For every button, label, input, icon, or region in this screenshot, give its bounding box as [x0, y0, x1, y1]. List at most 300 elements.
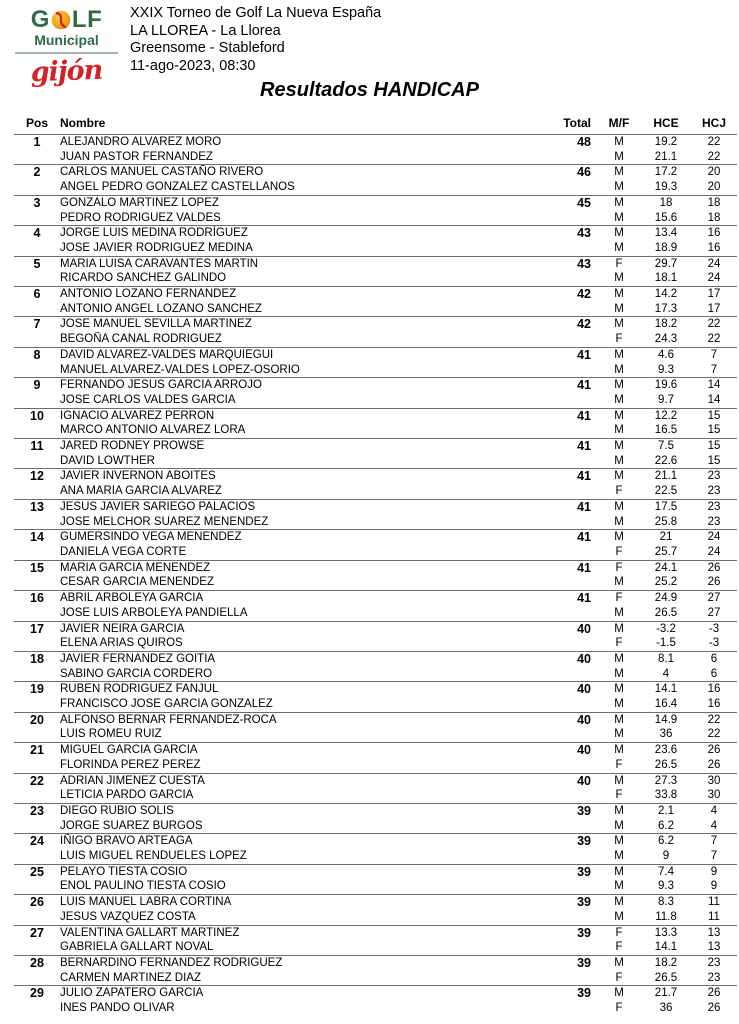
- position-cell: [14, 1001, 60, 1016]
- total-points-cell: [535, 211, 597, 226]
- player-row: [14, 986, 737, 1001]
- player-name: IGNACIO ALVAREZ PERRON: [60, 409, 215, 422]
- player-row: [14, 682, 737, 697]
- gender-cell: M: [597, 849, 641, 864]
- gender-cell: M: [614, 865, 624, 878]
- hcj-cell: 13: [691, 940, 737, 955]
- results-table: [14, 114, 737, 1016]
- result-group: [14, 165, 737, 195]
- total-points-cell: [535, 393, 597, 408]
- player-name: LUIS MIGUEL RENDUELES LOPEZ: [60, 849, 535, 864]
- player-name: BERNARDINO FERNANDEZ RODRIGUEZ: [60, 956, 283, 969]
- hce-cell: 9: [641, 849, 691, 864]
- position-cell: [14, 241, 60, 256]
- position-cell: [14, 545, 60, 560]
- hce-cell: 14.2: [654, 288, 678, 301]
- player-row: [14, 727, 737, 742]
- result-group: [14, 195, 737, 225]
- position-cell: 2: [33, 165, 41, 180]
- player-row: [14, 454, 737, 469]
- player-row: [14, 317, 737, 332]
- position-cell: 4: [33, 226, 41, 241]
- hce-cell: 33.8: [641, 788, 691, 803]
- total-points-cell: [535, 363, 597, 378]
- position-cell: 12: [30, 469, 44, 484]
- gender-cell: F: [597, 758, 641, 773]
- player-row: [14, 363, 737, 378]
- hce-cell: 24.9: [654, 592, 678, 605]
- player-row: [14, 834, 737, 849]
- position-cell: 13: [30, 499, 44, 514]
- player-row: [14, 971, 737, 986]
- hce-cell: 21.1: [641, 150, 691, 165]
- player-name: ENOL PAULINO TIESTA COSIO: [60, 879, 535, 894]
- hce-cell: 26.5: [641, 971, 691, 986]
- hcj-cell: 23: [691, 971, 737, 986]
- player-name: MARIA LUISA CARAVANTES MARTIN: [60, 257, 259, 270]
- player-name: MARCO ANTONIO ALVAREZ LORA: [60, 423, 535, 438]
- hcj-cell: 7: [710, 835, 718, 848]
- column-header-hce: HCE: [641, 114, 691, 135]
- total-points-cell: 41: [577, 439, 591, 454]
- hce-cell: -3.2: [656, 622, 676, 635]
- hce-cell: 6.2: [641, 819, 691, 834]
- player-row: [14, 271, 737, 286]
- player-row: [14, 545, 737, 560]
- player-row: [14, 1001, 737, 1016]
- result-group: [14, 955, 737, 985]
- player-name: VALENTINA GALLART MARTINEZ: [60, 926, 240, 939]
- player-row: [14, 712, 737, 727]
- player-name: JOSE MELCHOR SUAREZ MENENDEZ: [60, 515, 535, 530]
- hce-cell: 15.6: [641, 211, 691, 226]
- gender-cell: M: [614, 744, 624, 757]
- player-name: JOSE JAVIER RODRIGUEZ MEDINA: [60, 241, 535, 256]
- hce-cell: 36: [641, 727, 691, 742]
- position-cell: [14, 849, 60, 864]
- total-points-cell: 42: [577, 287, 591, 302]
- position-cell: 24: [30, 834, 44, 849]
- result-group: [14, 317, 737, 347]
- total-points-cell: [535, 606, 597, 621]
- player-row: [14, 180, 737, 195]
- player-row: [14, 636, 737, 651]
- position-cell: [14, 454, 60, 469]
- gender-cell: M: [614, 804, 624, 817]
- position-cell: [14, 697, 60, 712]
- gender-cell: M: [614, 409, 624, 422]
- total-points-cell: [535, 271, 597, 286]
- hce-cell: 7.5: [658, 440, 674, 453]
- hcj-cell: 27: [691, 606, 737, 621]
- total-points-cell: 40: [577, 621, 591, 636]
- result-group: [14, 287, 737, 317]
- gender-cell: M: [597, 393, 641, 408]
- player-row: [14, 591, 737, 606]
- player-name: MANUEL ALVAREZ-VALDES LOPEZ-OSORIO: [60, 363, 535, 378]
- total-points-cell: 40: [577, 651, 591, 666]
- player-name: RUBEN RODRIGUEZ FANJUL: [60, 683, 219, 696]
- total-points-cell: [535, 940, 597, 955]
- hcj-cell: 30: [691, 788, 737, 803]
- gender-cell: M: [614, 956, 624, 969]
- total-points-cell: 39: [577, 864, 591, 879]
- hcj-cell: 22: [691, 150, 737, 165]
- player-row: [14, 651, 737, 666]
- player-name: PELAYO TIESTA COSIO: [60, 865, 188, 878]
- result-group: [14, 378, 737, 408]
- column-header-pos: Pos: [14, 114, 60, 135]
- hcj-cell: 11: [691, 910, 737, 925]
- hce-cell: 18: [659, 196, 673, 209]
- result-group: [14, 803, 737, 833]
- position-cell: 9: [33, 378, 41, 393]
- player-name: SABINO GARCIA CORDERO: [60, 667, 535, 682]
- hce-cell: 18.1: [641, 271, 691, 286]
- hce-cell: 21: [659, 531, 673, 544]
- player-name: BEGOÑA CANAL RODRIGUEZ: [60, 332, 535, 347]
- player-name: JOSE CARLOS VALDES GARCIA: [60, 393, 535, 408]
- hce-cell: 6.2: [658, 835, 674, 848]
- player-row: [14, 241, 737, 256]
- hcj-cell: 15: [707, 440, 721, 453]
- hcj-cell: 7: [691, 363, 737, 378]
- table-header: [14, 114, 737, 135]
- hce-cell: 14.1: [654, 683, 678, 696]
- gender-cell: M: [597, 363, 641, 378]
- gender-cell: M: [614, 348, 624, 361]
- position-cell: [14, 575, 60, 590]
- position-cell: [14, 393, 60, 408]
- player-name: FLORINDA PEREZ PEREZ: [60, 758, 535, 773]
- event-format: Greensome - Stableford: [130, 40, 285, 56]
- player-name: JAVIER FERNANDEZ GOITIA: [60, 652, 216, 665]
- gender-cell: M: [597, 211, 641, 226]
- gender-cell: M: [597, 819, 641, 834]
- position-cell: 1: [33, 135, 41, 149]
- player-name: ABRIL ARBOLEYA GARCIA: [60, 592, 204, 605]
- player-name: JAVIER INVERNON ABOITES: [60, 470, 216, 483]
- player-name: JESUS JAVIER SARIEGO PALACIOS: [60, 500, 256, 513]
- position-cell: 8: [33, 347, 41, 362]
- hce-cell: 9.3: [641, 363, 691, 378]
- player-row: [14, 849, 737, 864]
- position-cell: [14, 363, 60, 378]
- hcj-cell: 26: [691, 758, 737, 773]
- gender-cell: M: [597, 515, 641, 530]
- gender-cell: M: [614, 166, 624, 179]
- result-group: [14, 560, 737, 590]
- total-points-cell: [535, 636, 597, 651]
- total-points-cell: 41: [577, 530, 591, 545]
- player-row: [14, 423, 737, 438]
- gender-cell: M: [597, 241, 641, 256]
- hce-cell: 24.3: [641, 332, 691, 347]
- result-group: [14, 469, 737, 499]
- hcj-cell: 26: [707, 987, 721, 1000]
- player-row: [14, 499, 737, 514]
- hcj-cell: 18: [707, 196, 721, 209]
- position-cell: [14, 180, 60, 195]
- player-row: [14, 135, 737, 150]
- column-header-nombre: Nombre: [60, 114, 535, 135]
- gender-cell: F: [597, 484, 641, 499]
- hcj-cell: 23: [691, 515, 737, 530]
- gender-cell: M: [597, 727, 641, 742]
- total-points-cell: [535, 849, 597, 864]
- gender-cell: M: [597, 575, 641, 590]
- hcj-cell: 7: [691, 849, 737, 864]
- hcj-cell: 20: [691, 180, 737, 195]
- hcj-cell: 20: [707, 166, 721, 179]
- hcj-cell: 14: [691, 393, 737, 408]
- player-row: [14, 575, 737, 590]
- hce-cell: 27.3: [654, 774, 678, 787]
- hce-cell: 21.7: [654, 987, 678, 1000]
- gender-cell: F: [597, 971, 641, 986]
- hcj-cell: 22: [707, 713, 721, 726]
- result-group: [14, 986, 737, 1016]
- total-points-cell: [535, 454, 597, 469]
- hce-cell: 13.3: [654, 926, 678, 939]
- hcj-cell: 24: [691, 545, 737, 560]
- hcj-cell: 14: [707, 379, 721, 392]
- total-points-cell: [535, 697, 597, 712]
- position-cell: 17: [30, 621, 44, 636]
- gender-cell: M: [597, 150, 641, 165]
- logo-city-text: gijón: [30, 54, 103, 89]
- gender-cell: M: [614, 136, 624, 148]
- hce-cell: 19.6: [654, 379, 678, 392]
- position-cell: 22: [30, 773, 44, 788]
- result-group: [14, 226, 737, 256]
- gender-cell: F: [615, 592, 623, 605]
- hcj-cell: 26: [707, 1002, 721, 1015]
- player-row: [14, 940, 737, 955]
- player-row: [14, 803, 737, 818]
- hce-cell: 11.8: [641, 910, 691, 925]
- gender-cell: M: [597, 271, 641, 286]
- result-group: [14, 591, 737, 621]
- player-row: [14, 758, 737, 773]
- hce-cell: 22.6: [641, 454, 691, 469]
- total-points-cell: 40: [577, 682, 591, 697]
- position-cell: 6: [33, 287, 41, 302]
- player-name: JARED RODNEY PROWSE: [60, 440, 205, 453]
- gender-cell: M: [597, 879, 641, 894]
- total-points-cell: [535, 150, 597, 165]
- total-points-cell: 41: [577, 499, 591, 514]
- gender-cell: F: [597, 332, 641, 347]
- gender-cell: M: [614, 652, 624, 665]
- player-row: [14, 879, 737, 894]
- hcj-cell: 26: [691, 575, 737, 590]
- player-name: DAVID ALVAREZ-VALDES MARQUIEGUI: [60, 348, 274, 361]
- player-name: MIGUEL GARCIA GARCIA: [60, 744, 198, 757]
- hcj-cell: 15: [707, 409, 721, 422]
- gender-cell: M: [614, 500, 624, 513]
- total-points-cell: 43: [577, 256, 591, 271]
- gender-cell: M: [614, 288, 624, 301]
- hcj-cell: 9: [710, 865, 718, 878]
- hce-cell: -1.5: [641, 636, 691, 651]
- total-points-cell: [535, 788, 597, 803]
- event-info: [130, 5, 381, 75]
- hce-cell: 19.3: [641, 180, 691, 195]
- hce-cell: 16.4: [641, 697, 691, 712]
- player-row: [14, 226, 737, 241]
- total-points-cell: [535, 423, 597, 438]
- player-name: JORGE LUIS MEDINA RODRÍGUEZ: [60, 227, 248, 240]
- total-points-cell: 39: [577, 955, 591, 970]
- total-points-cell: 41: [577, 378, 591, 393]
- hcj-cell: 23: [691, 484, 737, 499]
- hce-cell: 4: [641, 667, 691, 682]
- hcj-cell: 24: [707, 531, 721, 544]
- result-group: [14, 651, 737, 681]
- hce-cell: 18.9: [641, 241, 691, 256]
- position-cell: [14, 971, 60, 986]
- hce-cell: 25.2: [641, 575, 691, 590]
- total-points-cell: [535, 910, 597, 925]
- hce-cell: 29.7: [654, 257, 678, 270]
- player-row: [14, 606, 737, 621]
- player-name: JESUS VAZQUEZ COSTA: [60, 910, 535, 925]
- player-name: LETICIA PARDO GARCIA: [60, 788, 535, 803]
- player-row: [14, 408, 737, 423]
- result-group: [14, 712, 737, 742]
- gender-cell: M: [614, 835, 624, 848]
- position-cell: 7: [33, 317, 41, 332]
- player-row: [14, 150, 737, 165]
- total-points-cell: [535, 971, 597, 986]
- player-name: ANTONIO LOZANO FERNANDEZ: [60, 288, 237, 301]
- player-row: [14, 165, 737, 180]
- hcj-cell: 7: [710, 348, 718, 361]
- logo-municipal-text: Municipal: [15, 32, 118, 54]
- total-points-cell: [535, 515, 597, 530]
- gender-cell: M: [614, 227, 624, 240]
- gender-cell: M: [614, 713, 624, 726]
- gender-cell: F: [597, 940, 641, 955]
- position-cell: [14, 636, 60, 651]
- player-row: [14, 393, 737, 408]
- hcj-cell: 16: [691, 697, 737, 712]
- hcj-cell: 4: [691, 819, 737, 834]
- player-name: JOSE MANUEL SEVILLA MARTINEZ: [60, 318, 252, 331]
- total-points-cell: 40: [577, 712, 591, 727]
- position-cell: [14, 606, 60, 621]
- player-name: RICARDO SANCHEZ GALINDO: [60, 271, 535, 286]
- player-name: JULIO ZAPATERO GARCIA: [60, 987, 204, 1000]
- position-cell: 29: [30, 986, 44, 1001]
- total-points-cell: 42: [577, 317, 591, 332]
- gender-cell: M: [614, 896, 624, 909]
- player-name: INES PANDO OLIVAR: [60, 1002, 175, 1015]
- result-group: [14, 834, 737, 864]
- hce-cell: 8.1: [658, 652, 674, 665]
- hce-cell: 18.2: [654, 956, 678, 969]
- hce-cell: 18.2: [654, 318, 678, 331]
- player-row: [14, 515, 737, 530]
- gender-cell: M: [614, 987, 624, 1000]
- total-points-cell: [535, 727, 597, 742]
- position-cell: [14, 150, 60, 165]
- gender-cell: M: [597, 454, 641, 469]
- column-header-mf: M/F: [597, 114, 641, 135]
- player-name: PEDRO RODRIGUEZ VALDES: [60, 211, 535, 226]
- hcj-cell: 16: [691, 241, 737, 256]
- result-group: [14, 135, 737, 165]
- event-name: XXIX Torneo de Golf La Nueva España: [130, 5, 382, 21]
- total-points-cell: 41: [577, 591, 591, 606]
- player-row: [14, 302, 737, 317]
- result-group: [14, 499, 737, 529]
- hce-cell: 4.6: [658, 348, 674, 361]
- result-group: [14, 621, 737, 651]
- gender-cell: F: [597, 545, 641, 560]
- player-row: [14, 697, 737, 712]
- gender-cell: M: [597, 697, 641, 712]
- hcj-cell: 22: [691, 332, 737, 347]
- player-name: JOSE LUIS ARBOLEYA PANDIELLA: [60, 606, 535, 621]
- golf-ball-icon: [51, 10, 71, 30]
- player-row: [14, 773, 737, 788]
- gender-cell: M: [614, 683, 624, 696]
- club-logo: [15, 7, 118, 90]
- player-row: [14, 484, 737, 499]
- result-group: [14, 895, 737, 925]
- hcj-cell: 23: [707, 500, 721, 513]
- player-row: [14, 864, 737, 879]
- total-points-cell: 41: [577, 560, 591, 575]
- position-cell: 26: [30, 895, 44, 910]
- hcj-cell: 23: [707, 470, 721, 483]
- player-row: [14, 530, 737, 545]
- page-title: Resultados HANDICAP: [260, 79, 479, 101]
- total-points-cell: 39: [577, 803, 591, 818]
- position-cell: [14, 271, 60, 286]
- player-name: JAVIER NEIRA GARCIA: [60, 622, 185, 635]
- hce-cell: 17.5: [654, 500, 678, 513]
- hcj-cell: 9: [691, 879, 737, 894]
- hcj-cell: 16: [707, 683, 721, 696]
- hce-cell: 9.7: [641, 393, 691, 408]
- gender-cell: M: [614, 531, 624, 544]
- total-points-cell: [535, 575, 597, 590]
- position-cell: [14, 819, 60, 834]
- hce-cell: 7.4: [658, 865, 674, 878]
- gender-cell: M: [597, 606, 641, 621]
- result-group: [14, 773, 737, 803]
- player-name: ELENA ARIAS QUIROS: [60, 636, 535, 651]
- player-name: LUIS ROMEU RUIZ: [60, 727, 535, 742]
- total-points-cell: 39: [577, 834, 591, 849]
- hcj-cell: 30: [707, 774, 721, 787]
- position-cell: 23: [30, 803, 44, 818]
- hce-cell: 23.6: [654, 744, 678, 757]
- position-cell: [14, 302, 60, 317]
- hcj-cell: 4: [710, 804, 718, 817]
- hcj-cell: 15: [691, 454, 737, 469]
- result-group: [14, 256, 737, 286]
- hce-cell: 2.1: [658, 804, 674, 817]
- gender-cell: M: [597, 910, 641, 925]
- player-name: GUMERSINDO VEGA MENENDEZ: [60, 531, 242, 544]
- position-cell: [14, 940, 60, 955]
- hce-cell: 24.1: [654, 561, 678, 574]
- gender-cell: M: [614, 774, 624, 787]
